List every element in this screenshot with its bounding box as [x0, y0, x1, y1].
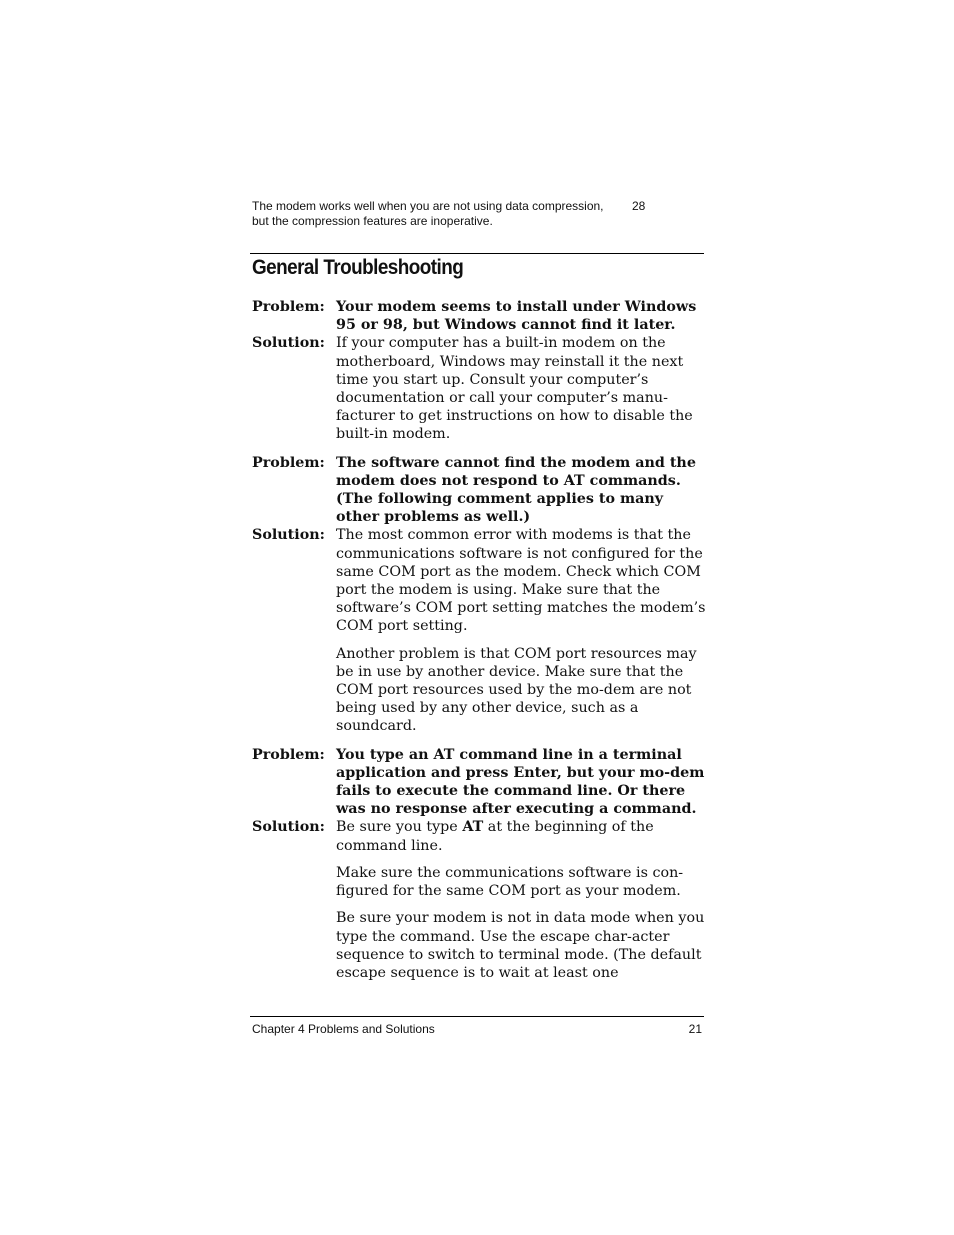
problem-label: Problem:	[252, 746, 325, 763]
solution-text: If your computer has a built-in modem on the motherboard, Windows may reinstall it the next time you start up. Consult your computer’s documentation or call your computer’s manu-facturer to get instructions on how to disable the built-in modem.	[336, 335, 693, 443]
solution-paragraph: Make sure the communications software is con-figured for the same COM port as your modem.	[336, 864, 684, 900]
bottom-divider	[250, 1016, 704, 1017]
solution-text-start: Be sure you type	[336, 819, 463, 836]
header-line-2: but the compression features are inoperative.	[252, 214, 493, 228]
solution-text	[336, 818, 706, 854]
running-header	[252, 199, 704, 229]
problem-label: Problem:	[252, 299, 325, 315]
troubleshooting-list	[252, 298, 712, 982]
header-page-reference: 28	[632, 199, 646, 213]
problem-label: Problem:	[252, 454, 325, 471]
problem-2	[252, 454, 712, 527]
at-command: AT	[462, 819, 484, 836]
problem-3	[252, 746, 712, 819]
solution-label: Solution:	[252, 527, 325, 544]
solution-label: Solution:	[252, 335, 325, 352]
solution-paragraph: Be sure your modem is not in data mode when you type the command. Use the escape char-acter sequence to switch to terminal mode. (The default escape sequence is to wait at least one	[336, 910, 705, 981]
section-title: General Troubleshooting	[252, 256, 464, 279]
problem-1	[252, 298, 712, 334]
problem-text: The software cannot find the modem and the modem does not respond to AT commands. (The following comment applies to many other problems as well.)	[336, 454, 696, 526]
solution-3	[252, 818, 712, 854]
running-footer	[252, 1022, 702, 1036]
solution-1	[252, 334, 712, 443]
top-divider	[250, 253, 704, 254]
solution-text: The most common error with modems is that the communications software is not configured for the same COM port as the modem. Check which COM port the modem is using. Make sure that the software’s COM port setting matches the modem’s COM port setting.	[336, 527, 706, 635]
solution-2	[252, 526, 712, 635]
problem-text: Your modem seems to install under Windows 95 or 98, but Windows cannot find it later.	[336, 299, 697, 334]
footer-chapter: Chapter 4 Problems and Solutions	[252, 1022, 435, 1036]
problem-text: You type an AT command line in a terminal application and press Enter, but your mo-dem fails to execute the command line. Or there was no response after executing a command.	[336, 746, 705, 818]
solution-paragraph: Another problem is that COM port resources may be in use by another device. Make sure that the COM port resources used by the mo-dem are not being used by any other device, such as a soundcard.	[336, 645, 697, 735]
footer-page-number: 21	[688, 1022, 702, 1036]
solution-label: Solution:	[252, 819, 325, 836]
header-line-1: The modem works well when you are not using data compression,	[252, 199, 604, 213]
solution-text-end: at the beginning of the command line.	[336, 819, 654, 854]
